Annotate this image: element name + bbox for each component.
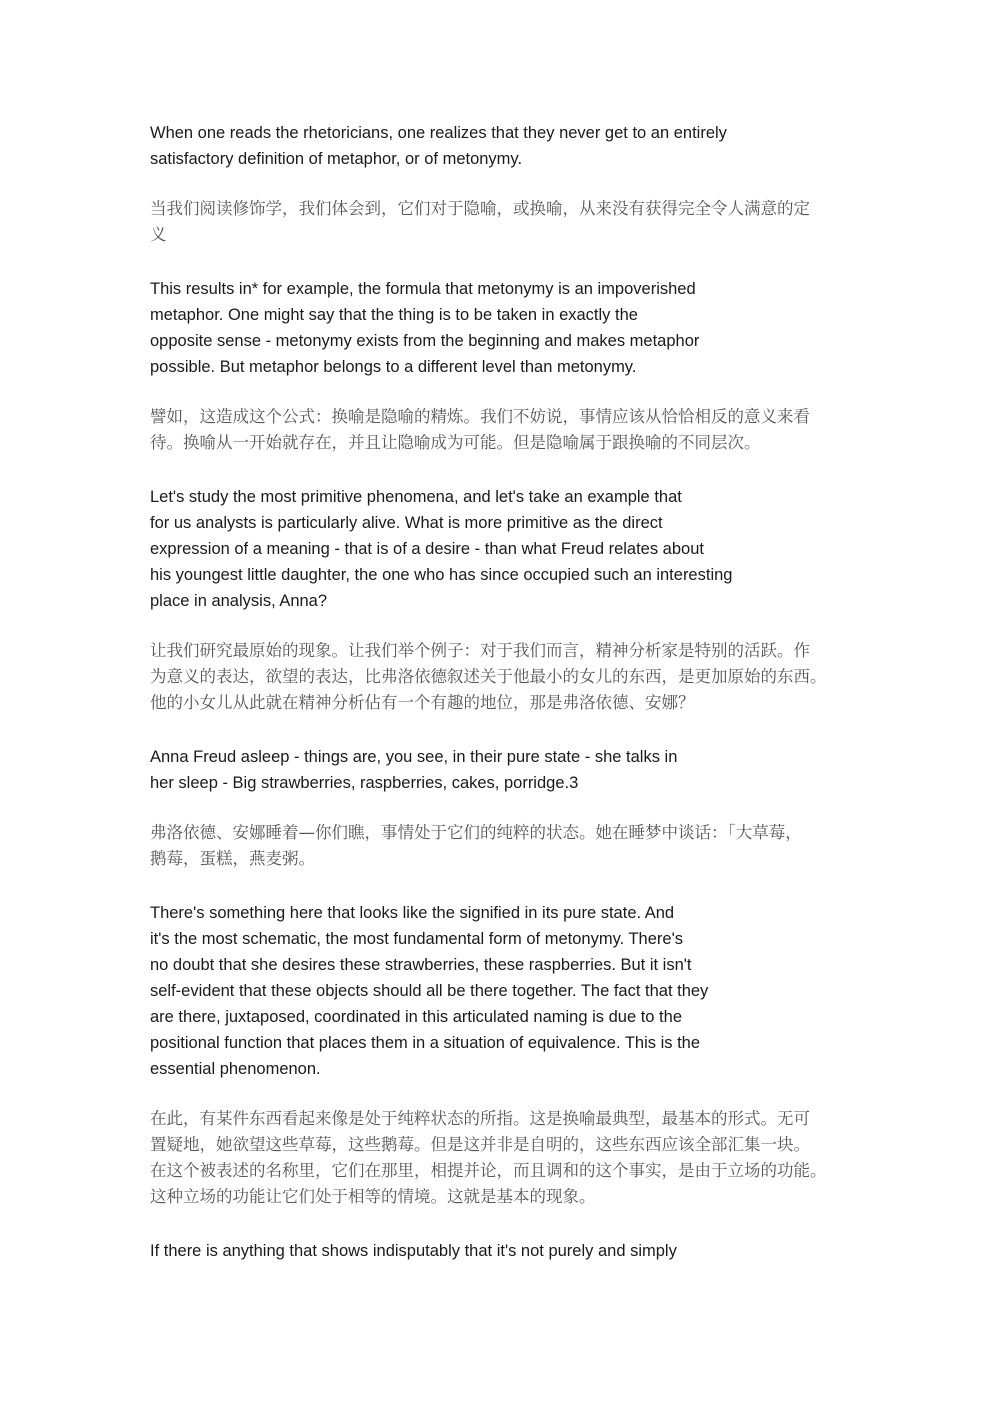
- document-page: [150, 120, 850, 1264]
- paragraph-en-4: Anna Freud asleep - things are, you see, in their pure state - she talks in her sleep - Big strawberries, raspberries, cakes, porridge.3: [150, 748, 678, 792]
- paragraph-en-6: If there is anything that shows indisputably that it's not purely and simply: [150, 1242, 677, 1260]
- paragraph-zh-4: 弗洛依德、安娜睡着—你们瞧，事情处于它们的纯粹的状态。她在睡梦中谈话：「大草莓， 鹅莓，蛋糕，燕麦粥。: [150, 823, 802, 868]
- paragraph-zh-2: 譬如，这造成这个公式：换喻是隐喻的精炼。我们不妨说，事情应该从恰恰相反的意义来看 待。换喻从一开始就存在，并且让隐喻成为可能。但是隐喻属于跟换喻的不同层次。: [150, 407, 810, 452]
- paragraph-zh-1: 当我们阅读修饰学，我们体会到，它们对于隐喻，或换喻，从来没有获得完全令人满意的定 义: [150, 199, 810, 244]
- paragraph-en-3: Let's study the most primitive phenomena, and let's take an example that for us analysts is particularly alive. What is more primitive as the direct expression of a meaning - that is of a desire - than what Freud relates about his youngest little daughter, the one who has since occupied such an interesting place in analysis, Anna?: [150, 488, 733, 610]
- paragraph-en-1: When one reads the rhetoricians, one realizes that they never get to an entirely satisfactory definition of metaphor, or of metonymy.: [150, 124, 727, 168]
- paragraph-en-5: There's something here that looks like the signified in its pure state. And it's the most schematic, the most fundamental form of metonymy. There's no doubt that she desires these strawberries, these raspberries. But it isn't self-evident that these objects should all be there together. The fact that they are there, juxtaposed, coordinated in this articulated naming is due to the positional function that places them in a situation of equivalence. This is the essential phenomenon.: [150, 904, 709, 1078]
- paragraph-zh-3: 让我们研究最原始的现象。让我们举个例子：对于我们而言，精神分析家是特别的活跃。作 为意义的表达，欲望的表达，比弗洛依德叙述关于他最小的女儿的东西，是更加原始的东西。 他的小女儿从此就在精神分析佔有一个有趣的地位，那是弗洛依德、安娜？: [150, 641, 827, 712]
- paragraph-en-2: This results in* for example, the formula that metonymy is an impoverished metaphor. One might say that the thing is to be taken in exactly the opposite sense - metonymy exists from the beginning and makes metaphor possible. But metaphor belongs to a different level than metonymy.: [150, 280, 700, 376]
- paragraph-zh-5: 在此，有某件东西看起来像是处于纯粹状态的所指。这是换喻最典型，最基本的形式。无可 置疑地，她欲望这些草莓，这些鹅莓。但是这并非是自明的，这些东西应该全部汇集一块。 在这个被表述的名称里，它们在那里，相提并论，而且调和的这个事实，是由于立场的功能。 这种立场的功能让它们处于相等的情境。这就是基本的现象。: [150, 1109, 827, 1206]
